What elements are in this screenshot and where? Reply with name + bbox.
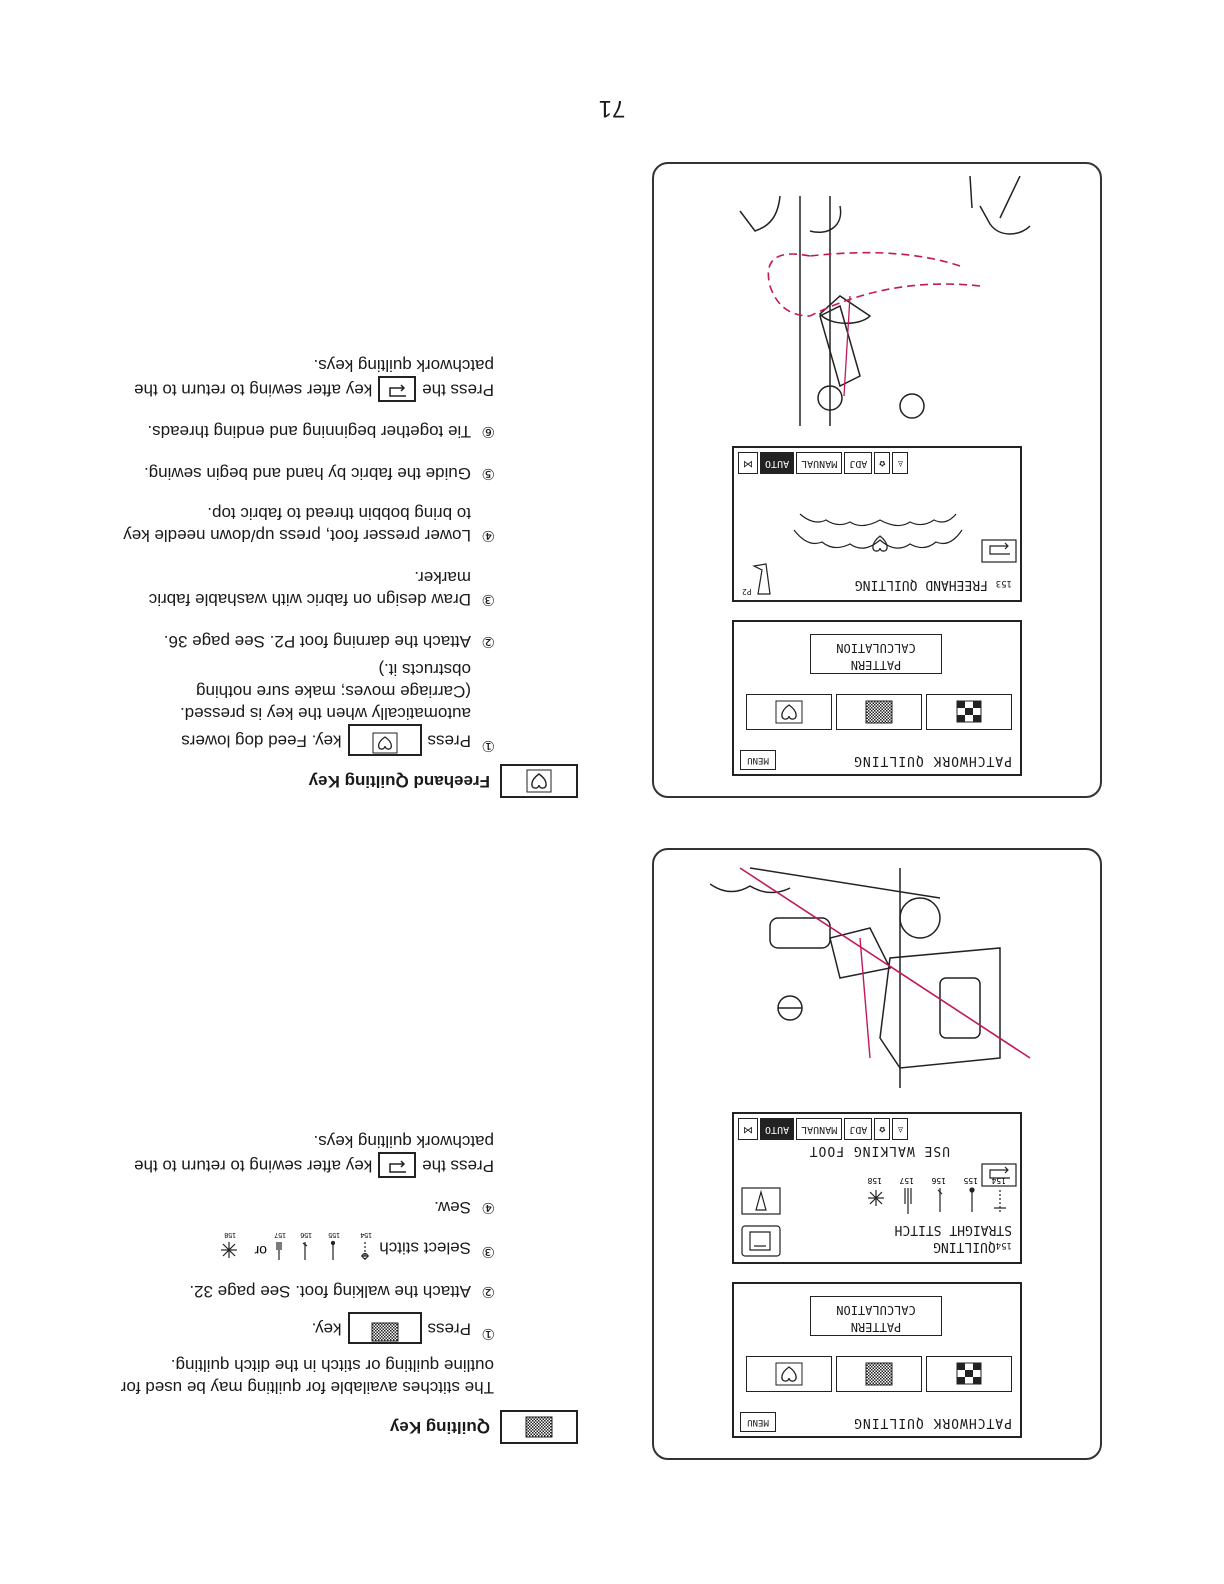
freehand-heart-key-icon bbox=[348, 724, 422, 756]
svg-text:or: or bbox=[254, 1243, 267, 1259]
lcd-freehand-quilting bbox=[732, 446, 1022, 602]
quilting-step-3: ③ Select stitch 154 155 156 157 158 or bbox=[75, 1232, 495, 1262]
tab-auto[interactable]: AUTO bbox=[760, 452, 794, 474]
freehand-step-6: ⑥ Tie together beginning and ending threads. bbox=[147, 422, 495, 441]
freehand-step-3: ③ Draw design on fabric with washable fabric marker. bbox=[148, 568, 495, 609]
lcd-stitch-header: 154QUILTING STRAIGHT STITCH bbox=[894, 1222, 1012, 1254]
pattern-calculation-button[interactable]: PATTERN CALCULATION bbox=[810, 1296, 942, 1336]
tab-adj[interactable]: ADJ bbox=[844, 452, 872, 474]
freehand-heart-button[interactable] bbox=[746, 694, 832, 730]
tab-pattern-icon[interactable]: ⋈ bbox=[738, 1118, 758, 1140]
tab-thread-icon[interactable]: ✿ bbox=[874, 452, 890, 474]
svg-text:157: 157 bbox=[273, 1232, 286, 1238]
freehand-step-1: ① Presskey. Feed dog lowers automatically when the key is pressed. (Carriage moves; make sure nothing obstructs it.) bbox=[179, 660, 495, 754]
freehand-heart-button[interactable] bbox=[746, 1356, 832, 1392]
svg-text:157: 157 bbox=[899, 1176, 914, 1185]
stitch-symbols-icon bbox=[205, 1232, 375, 1262]
freehand-heart-key-icon bbox=[500, 764, 578, 798]
lcd-patchwork-quilting bbox=[732, 620, 1022, 776]
lcd-title: PATCHWORK QUILTING bbox=[853, 1415, 1012, 1430]
quilting-illustration-panel bbox=[652, 848, 1102, 1460]
lcd-quilting-straight-stitch bbox=[732, 1112, 1022, 1264]
lcd-walking-foot-message: USE WALKING FOOT bbox=[808, 1143, 950, 1158]
freehand-step-4: ④ Lower presser foot, press up/down needle key to bring bobbin thread to fabric top. bbox=[123, 504, 495, 545]
return-key-icon bbox=[378, 376, 416, 402]
quilting-return-note: Press thekey after sewing to return to the patchwork quilting keys. bbox=[74, 1130, 494, 1178]
svg-text:155: 155 bbox=[963, 1176, 978, 1185]
walking-foot-illustration bbox=[710, 858, 1040, 1098]
darning-foot-illustration bbox=[710, 176, 1040, 436]
menu-button[interactable]: MENU bbox=[740, 1412, 776, 1432]
freehand-illustration-panel bbox=[652, 162, 1102, 798]
quilting-intro: The stitches available for quilting may be used for outline quilting or stitch in the ditch quilting. bbox=[120, 1356, 494, 1397]
quilting-key-heading bbox=[390, 1410, 578, 1444]
freehand-return-note: Press thekey after sewing to return to the patchwork quilting keys. bbox=[114, 354, 494, 402]
tab-foot-icon[interactable]: ♙ bbox=[892, 1118, 908, 1140]
tab-foot-icon[interactable]: ♙ bbox=[892, 452, 908, 474]
lcd-title: PATCHWORK QUILTING bbox=[853, 753, 1012, 768]
svg-text:158: 158 bbox=[223, 1232, 236, 1238]
tab-pattern-icon[interactable]: ⋈ bbox=[738, 452, 758, 474]
svg-text:156: 156 bbox=[931, 1176, 946, 1185]
tab-manual[interactable]: MANUAL bbox=[796, 1118, 842, 1140]
svg-text:154: 154 bbox=[359, 1232, 372, 1238]
tab-thread-icon[interactable]: ✿ bbox=[874, 1118, 890, 1140]
quilting-key-icon bbox=[500, 1410, 578, 1444]
tab-adj[interactable]: ADJ bbox=[844, 1118, 872, 1140]
svg-text:156: 156 bbox=[299, 1232, 312, 1238]
svg-text:158: 158 bbox=[867, 1176, 882, 1185]
lcd-stitch-header: 153 FREEHAND QUILTING bbox=[854, 577, 1012, 592]
quilting-step-2: ② Attach the walking foot. See page 32. bbox=[189, 1282, 495, 1301]
tab-manual[interactable]: MANUAL bbox=[796, 452, 842, 474]
freehand-quilting-title: Freehand Quilting Key bbox=[308, 772, 490, 791]
quilting-key-icon bbox=[348, 1312, 422, 1344]
svg-text:155: 155 bbox=[327, 1232, 340, 1238]
quilting-step-4: ④ Sew. bbox=[434, 1198, 495, 1217]
freehand-quilting-key-heading bbox=[309, 764, 578, 798]
patchwork-block-button[interactable] bbox=[926, 694, 1012, 730]
svg-text:154: 154 bbox=[991, 1176, 1006, 1185]
page-number: 71 bbox=[598, 95, 626, 122]
step-number: ① bbox=[481, 1325, 495, 1342]
quilting-step-1: ① Presskey. bbox=[75, 1312, 495, 1344]
freehand-step-5: ⑤ Guide the fabric by hand and begin sewing. bbox=[143, 464, 495, 483]
lcd-patchwork-quilting bbox=[732, 1282, 1022, 1438]
tab-auto[interactable]: AUTO bbox=[760, 1118, 794, 1140]
foot-label: P2 bbox=[742, 587, 752, 596]
lcd-tab-row bbox=[738, 1118, 908, 1140]
quilting-pattern-button[interactable] bbox=[836, 1356, 922, 1392]
quilting-pattern-button[interactable] bbox=[836, 694, 922, 730]
patchwork-block-button[interactable] bbox=[926, 1356, 1012, 1392]
quilting-key-title: Quilting Key bbox=[389, 1418, 490, 1437]
freehand-step-2: ② Attach the darning foot P2. See page 36. bbox=[163, 632, 495, 651]
return-key-icon bbox=[378, 1152, 416, 1178]
lcd-tab-row bbox=[738, 452, 908, 474]
pattern-calculation-button[interactable]: PATTERN CALCULATION bbox=[810, 634, 942, 674]
menu-button[interactable]: MENU bbox=[740, 750, 776, 770]
